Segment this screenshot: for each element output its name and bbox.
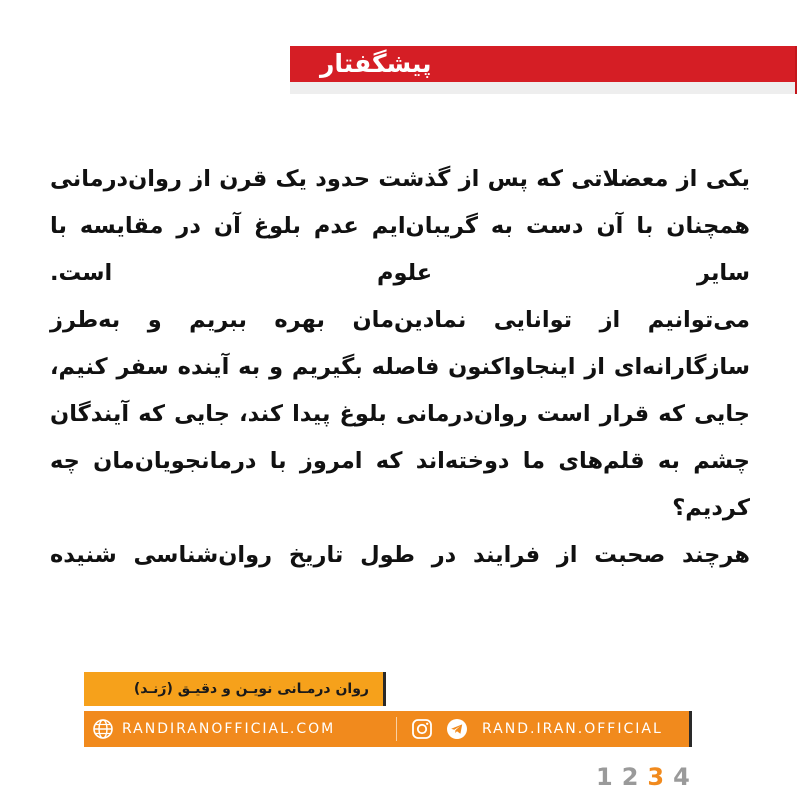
body-text — [50, 156, 750, 579]
page-number-1[interactable]: 1 — [596, 763, 613, 791]
social-handle[interactable]: RAND.IRAN.OFFICIAL — [482, 721, 663, 737]
website-text: RANDIRANOFFICIAL.COM — [122, 721, 336, 737]
contact-divider — [396, 717, 397, 741]
page-number-2[interactable]: 2 — [621, 763, 639, 791]
page-number-3[interactable]: 3 — [647, 763, 665, 791]
brand-label — [84, 672, 386, 706]
pagination — [596, 762, 690, 792]
title-shadow-bar — [290, 82, 795, 94]
paragraph-2: می‌توانیم از توانایی نمادین‌مان بهره ببریم و به‌طرز سازگارانه‌ای از اینجاواکنون فاصله بگیریم و به آینده سفر کنیم، جایی که قرار است روان‌درمانی بلوغ پیدا کند، جایی که آیندگان چشم به قلم‌های ما دوخته‌اند که امروز با درمانجویان‌مان چه کردیم؟ — [50, 307, 750, 521]
paragraph-1: یکی از معضلاتی که پس از گذشت حدود یک قرن از روان‌درمانی همچنان با آن دست به گریبان‌ایم عدم بلوغ آن در مقایسه با سایر علوم است. — [50, 166, 750, 286]
contact-bar — [84, 711, 692, 747]
page-number-4[interactable]: 4 — [673, 763, 690, 791]
paragraph-3: هرچند صحبت از فرایند در طول تاریخ روان‌شناسی شنیده — [50, 542, 750, 568]
globe-icon — [92, 718, 114, 740]
website-link[interactable] — [92, 711, 335, 747]
page-title: پیشگفتار — [320, 49, 432, 78]
telegram-icon[interactable] — [446, 718, 468, 744]
brand-label-text: روان درمـانی نویـن و دقیـق (رَنـد) — [133, 681, 369, 697]
instagram-icon[interactable] — [411, 718, 433, 744]
